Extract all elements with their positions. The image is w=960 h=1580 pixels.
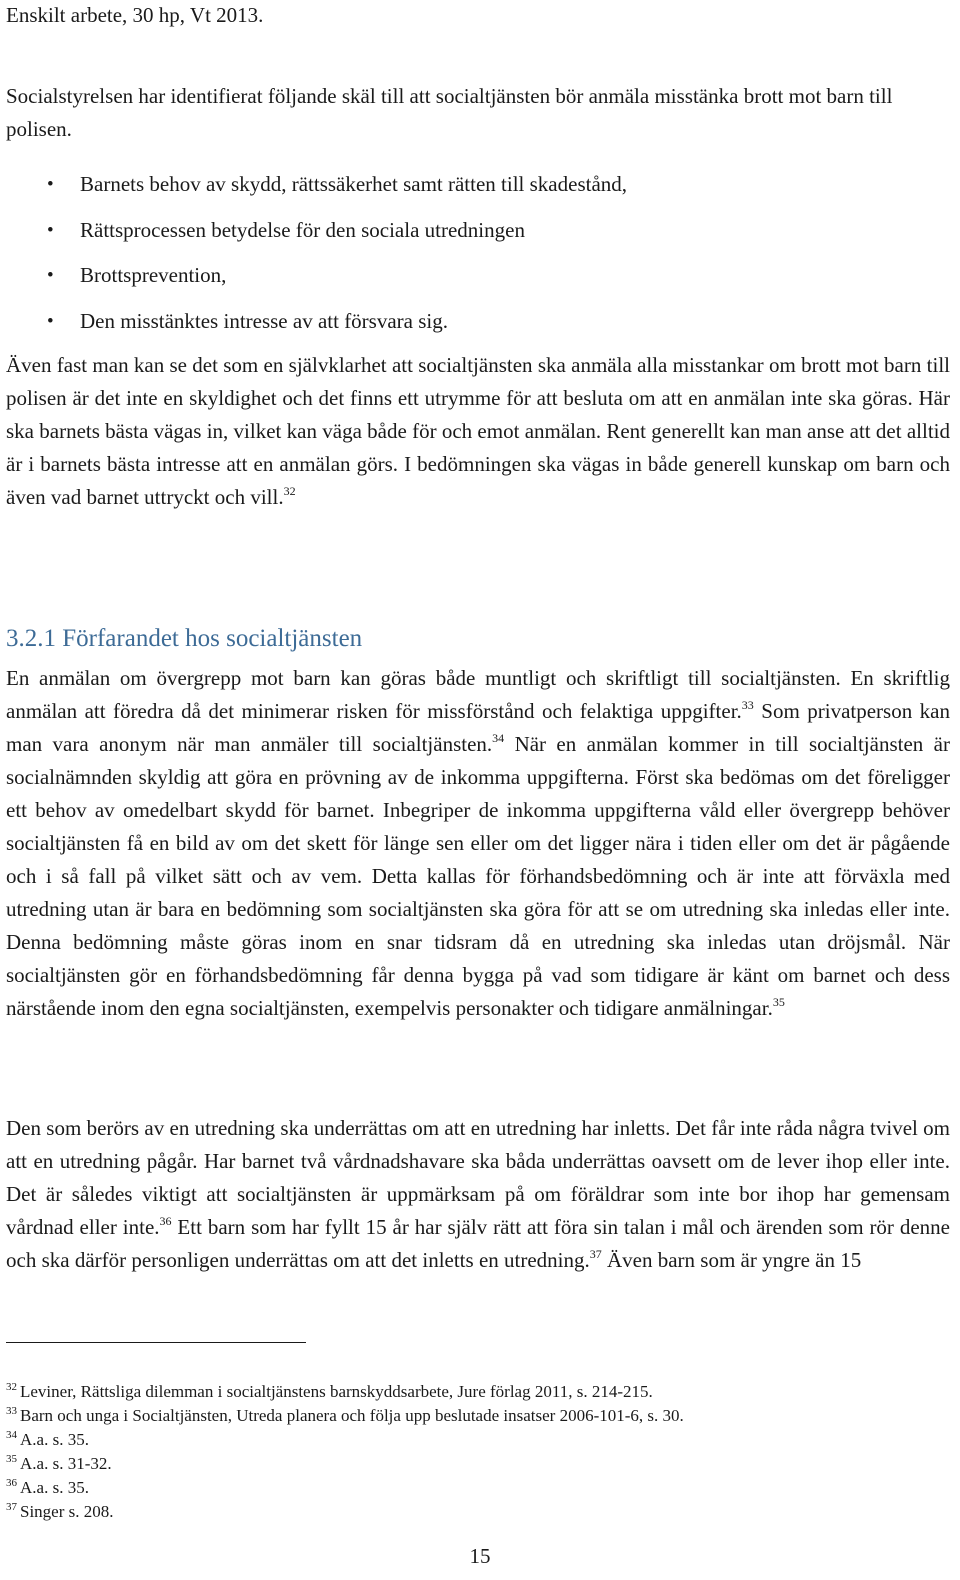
footnote-text: Singer s. 208. [20, 1502, 114, 1521]
footnote-text: Barn och unga i Socialtjänsten, Utreda planera och följa upp beslutade insatser 2006-101-6, s. 30. [20, 1406, 684, 1425]
reasons-list [0, 168, 945, 350]
page-number: 15 [469, 1544, 491, 1568]
footnote-text: A.a. s. 35. [20, 1478, 89, 1497]
footnote [6, 1476, 950, 1500]
paragraph-text: När en anmälan kommer in till socialtjänsten är socialnämnden skyldig att göra en prövning av de inkomma uppgifterna. Först ska bedömas om det föreligger ett behov av omedelbart skydd för barnet. Inbegriper de inkomma uppgifterna våld eller övergrepp behöver socialtjänsten få en bild av om det skett för länge sen eller om det ligger nära i tiden eller om det är pågående och i så fall på vilket sätt och av vem. Detta kallas för förhandsbedömning och är inte att förväxla med utredning utan är bara en bedömning som socialtjänsten ska göra för att se om utredning ska inledas eller inte. Denna bedömning måste göras inom en snar tidsram då en utredning ska inledas utan dröjsmål. När socialtjänsten gör en förhandsbedömning får denna bygga på vad som tidigare är känt om barnet och dess närstående inom den egna socialtjänsten, exempelvis personakter och tidigare anmälningar. [6, 732, 950, 1020]
footnote-number: 34 [6, 1429, 17, 1441]
paragraph-text: Ett barn som har fyllt 15 år har själv rätt att föra sin talan i mål och ärenden som rör denne och ska därför personligen underrättas om att det inletts en utredning. [6, 1215, 950, 1272]
footnote-ref[interactable]: 35 [772, 995, 785, 1009]
footnote-ref[interactable]: 34 [492, 731, 505, 745]
footnote [6, 1428, 950, 1452]
footnote [6, 1404, 950, 1428]
footnote [6, 1500, 950, 1524]
footnotes [6, 1380, 950, 1524]
footnote-ref[interactable]: 32 [283, 484, 296, 498]
list-item: • Rättsprocessen betydelse för den sociala utredningen [0, 214, 945, 260]
footnote-text: A.a. s. 35. [20, 1430, 89, 1449]
paragraph-text: En anmälan om övergrepp mot barn kan göras både muntligt och skriftligt till socialtjänsten. En skriftlig anmälan att föredra då det minimerar risken för missförstånd och felaktiga uppgifter. [6, 666, 950, 723]
footnote [6, 1452, 950, 1476]
footnote-number: 32 [6, 1381, 17, 1393]
list-item: • Barnets behov av skydd, rättssäkerhet samt rätten till skadestånd, [0, 168, 945, 214]
footnote-ref[interactable]: 36 [159, 1214, 172, 1228]
footnote-number: 37 [6, 1501, 17, 1513]
paragraph-reporting-discretion [6, 349, 950, 514]
paragraph-notification [6, 1112, 950, 1277]
footnote-number: 33 [6, 1405, 17, 1417]
paragraph-text: Som privatperson kan man vara anonym när man anmäler till socialtjänsten. [6, 699, 950, 756]
intro-paragraph: Socialstyrelsen har identifierat följande skäl till att socialtjänsten bör anmäla misstänka brott mot barn till polisen. [6, 84, 893, 141]
footnote-text: Leviner, Rättsliga dilemman i socialtjänstens barnskyddsarbete, Jure förlag 2011, s. 214-215. [20, 1382, 653, 1401]
list-item: • Brottsprevention, [0, 259, 945, 305]
section-heading: 3.2.1 Förfarandet hos socialtjänsten [6, 625, 363, 652]
footnote-ref[interactable]: 37 [589, 1247, 602, 1261]
footnote [6, 1380, 950, 1404]
footnote-separator [6, 1342, 306, 1343]
running-header: Enskilt arbete, 30 hp, Vt 2013. [6, 3, 264, 27]
footnote-text: A.a. s. 31-32. [20, 1454, 112, 1473]
footnote-ref[interactable]: 33 [741, 698, 754, 712]
list-item: • Den misstänktes intresse av att försvara sig. [0, 305, 945, 351]
paragraph-text: Även barn som är yngre än 15 [601, 1248, 862, 1272]
paragraph-procedure [6, 662, 950, 1025]
footnote-number: 36 [6, 1477, 17, 1489]
paragraph-text: Även fast man kan se det som en självklarhet att socialtjänsten ska anmäla alla misstankar om brott mot barn till polisen är det inte en skyldighet och det finns ett utrymme för att besluta om att en anmälan inte ska göras. Här ska barnets bästa vägas in, vilket kan väga både för och emot anmälan. Rent generellt kan man anse att det alltid är i barnets bästa intresse att en anmälan görs. I bedömningen ska vägas in både generell kunskap om barn och även vad barnet uttryckt och vill. [6, 353, 950, 509]
footnote-number: 35 [6, 1453, 17, 1465]
paragraph-text: Den som berörs av en utredning ska underrättas om att en utredning har inletts. Det får inte råda några tvivel om att en utredning pågår. Har barnet två vårdnadshavare ska båda underrättas oavsett om de lever ihop eller inte. Det är således viktigt att socialtjänsten är uppmärksam på om föräldrar som inte bor ihop har gemensam vårdnad eller inte. [6, 1116, 950, 1239]
